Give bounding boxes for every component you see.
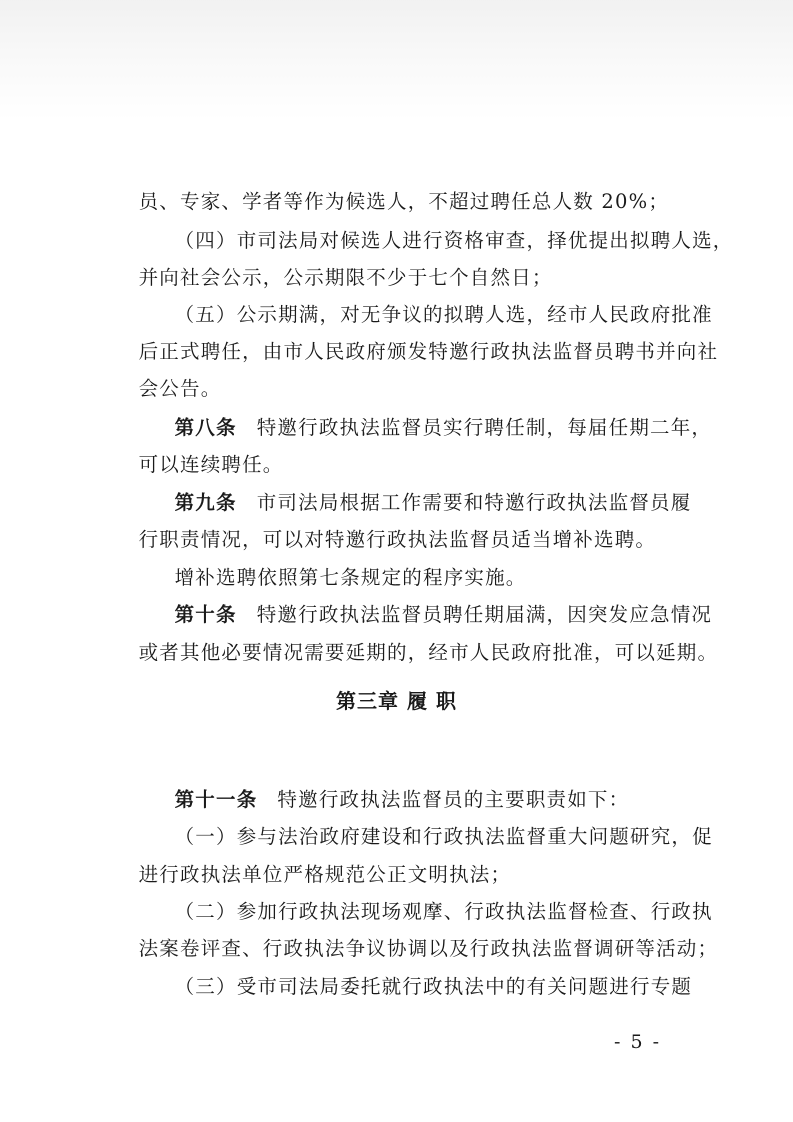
text-line: （四）市司法局对候选人进行资格审查，择优提出拟聘人选， xyxy=(174,229,734,252)
text-line: 法案卷评查、行政执法争议协调以及行政执法监督调研等活动； xyxy=(138,937,719,960)
text-line: 增补选聘依照第七条规定的程序实施。 xyxy=(174,566,527,589)
article-label: 第九条 xyxy=(174,491,237,514)
text-line: 并向社会公示，公示期限不少于七个自然日； xyxy=(138,266,553,289)
article-label: 第十条 xyxy=(174,603,237,626)
text-line: 后正式聘任，由市人民政府颁发特邀行政执法监督员聘书并向社 xyxy=(138,340,719,363)
article-line: 第九条 市司法局根据工作需要和特邀行政执法监督员履 xyxy=(174,491,692,514)
text-line: 可以连续聘任。 xyxy=(138,453,284,476)
article-line: 第十一条 特邀行政执法监督员的主要职责如下： xyxy=(174,788,630,811)
text-line: （一）参与法治政府建设和行政执法监督重大问题研究，促 xyxy=(174,825,713,848)
text-line: 会公告。 xyxy=(138,377,222,400)
text-line: （五）公示期满，对无争议的拟聘人选，经市人民政府批准 xyxy=(174,303,713,326)
text-line: 或者其他必要情况需要延期的，经市人民政府批准，可以延期。 xyxy=(138,641,719,664)
article-label: 第八条 xyxy=(174,416,237,439)
page-number: - 5 - xyxy=(614,1031,662,1053)
article-line: 第八条 特邀行政执法监督员实行聘任制，每届任期二年， xyxy=(174,416,713,439)
text-line: 行职责情况，可以对特邀行政执法监督员适当增补选聘。 xyxy=(138,528,657,551)
text-line: （三）受市司法局委托就行政执法中的有关问题进行专题 xyxy=(174,975,693,998)
article-line: 第十条 特邀行政执法监督员聘任期届满，因突发应急情况 xyxy=(174,603,713,626)
text-line: 进行政执法单位严格规范公正文明执法； xyxy=(138,863,512,886)
text-line: （二）参加行政执法现场观摩、行政执法监督检查、行政执 xyxy=(174,900,713,923)
article-label: 第十一条 xyxy=(174,788,258,811)
text-line: 员、专家、学者等作为候选人，不超过聘任总人数 20%； xyxy=(138,190,670,213)
chapter-heading: 第三章 履 职 xyxy=(336,689,457,713)
